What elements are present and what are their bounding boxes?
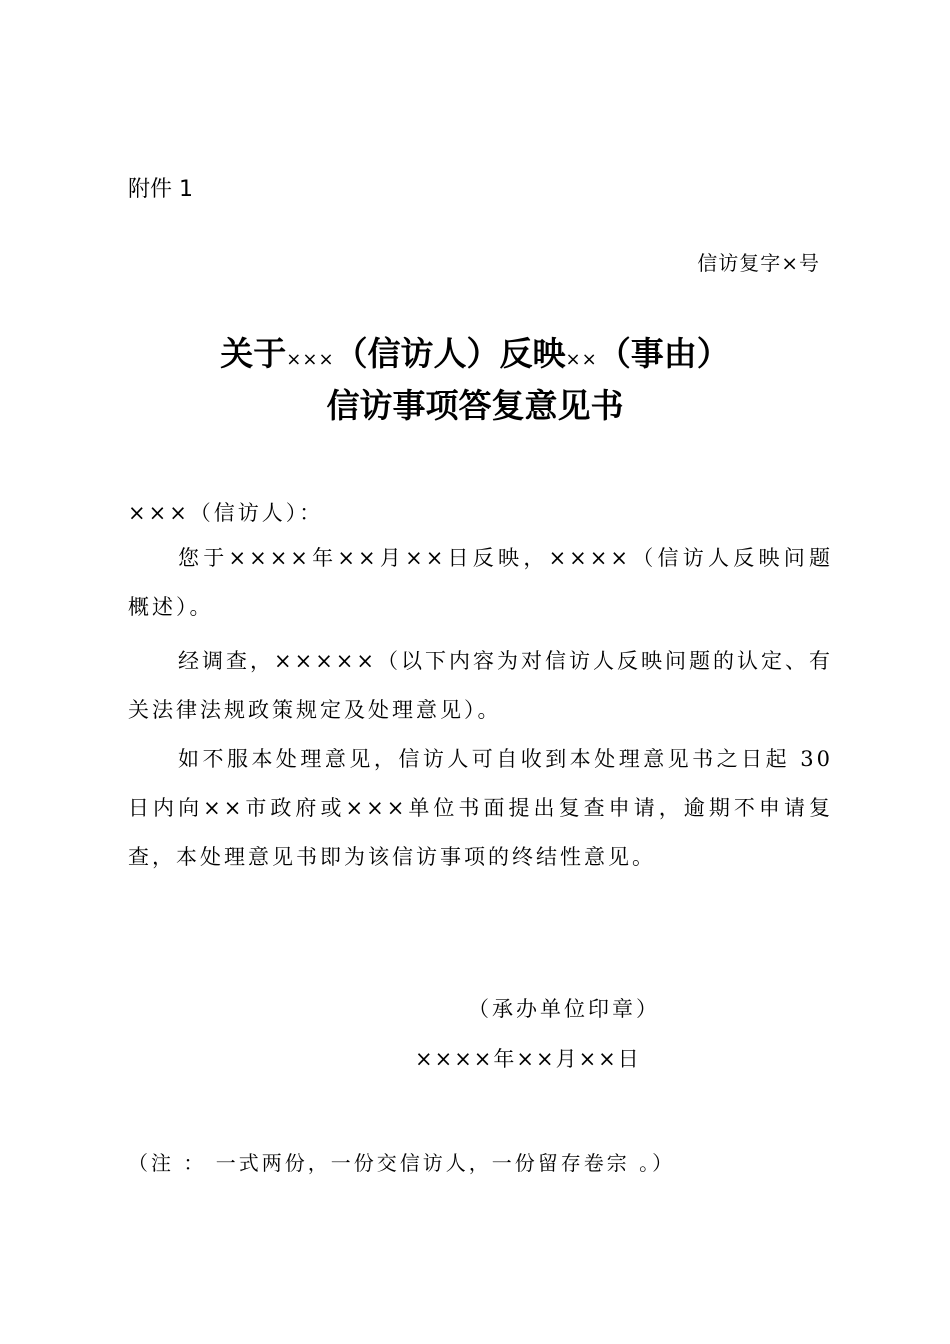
title-petitioner-placeholder: ××× [286,349,335,370]
paragraph-investigation: 经调查，×××××（以下内容为对信访人反映问题的认定、有关法律法规政策规定及处理意见）。 [128,649,833,722]
salutation: ×××（信访人）： [128,501,324,525]
document-title-line1 [0,328,950,375]
title-petitioner-label: （信访人）反映 [334,334,566,373]
title-matter-placeholder: ×× [565,349,598,370]
seal-placeholder: （承办单位印章） [468,997,660,1021]
title-matter-label: （事由） [597,334,730,373]
document-number: 信访复字×号 [697,251,820,275]
footer-note: （注 ： 一式两份，一份交信访人，一份留存卷宗 。） [128,1151,676,1175]
attachment-label: 附件 1 [128,177,193,202]
document-title-line2: 信访事项答复意见书 [326,386,624,425]
signature-date: ××××年××月××日 [415,1047,641,1071]
title-prefix: 关于 [220,334,287,373]
paragraph-appeal: 如不服本处理意见，信访人可自收到本处理意见书之日起 30 日内向××市政府或×××单位书面提出复查申请，逾期不申请复查，本处理意见书即为该信访事项的终结性意见。 [128,747,833,869]
paragraph-report: 您于××××年××月××日反映，××××（信访人反映问题概述）。 [128,546,833,619]
